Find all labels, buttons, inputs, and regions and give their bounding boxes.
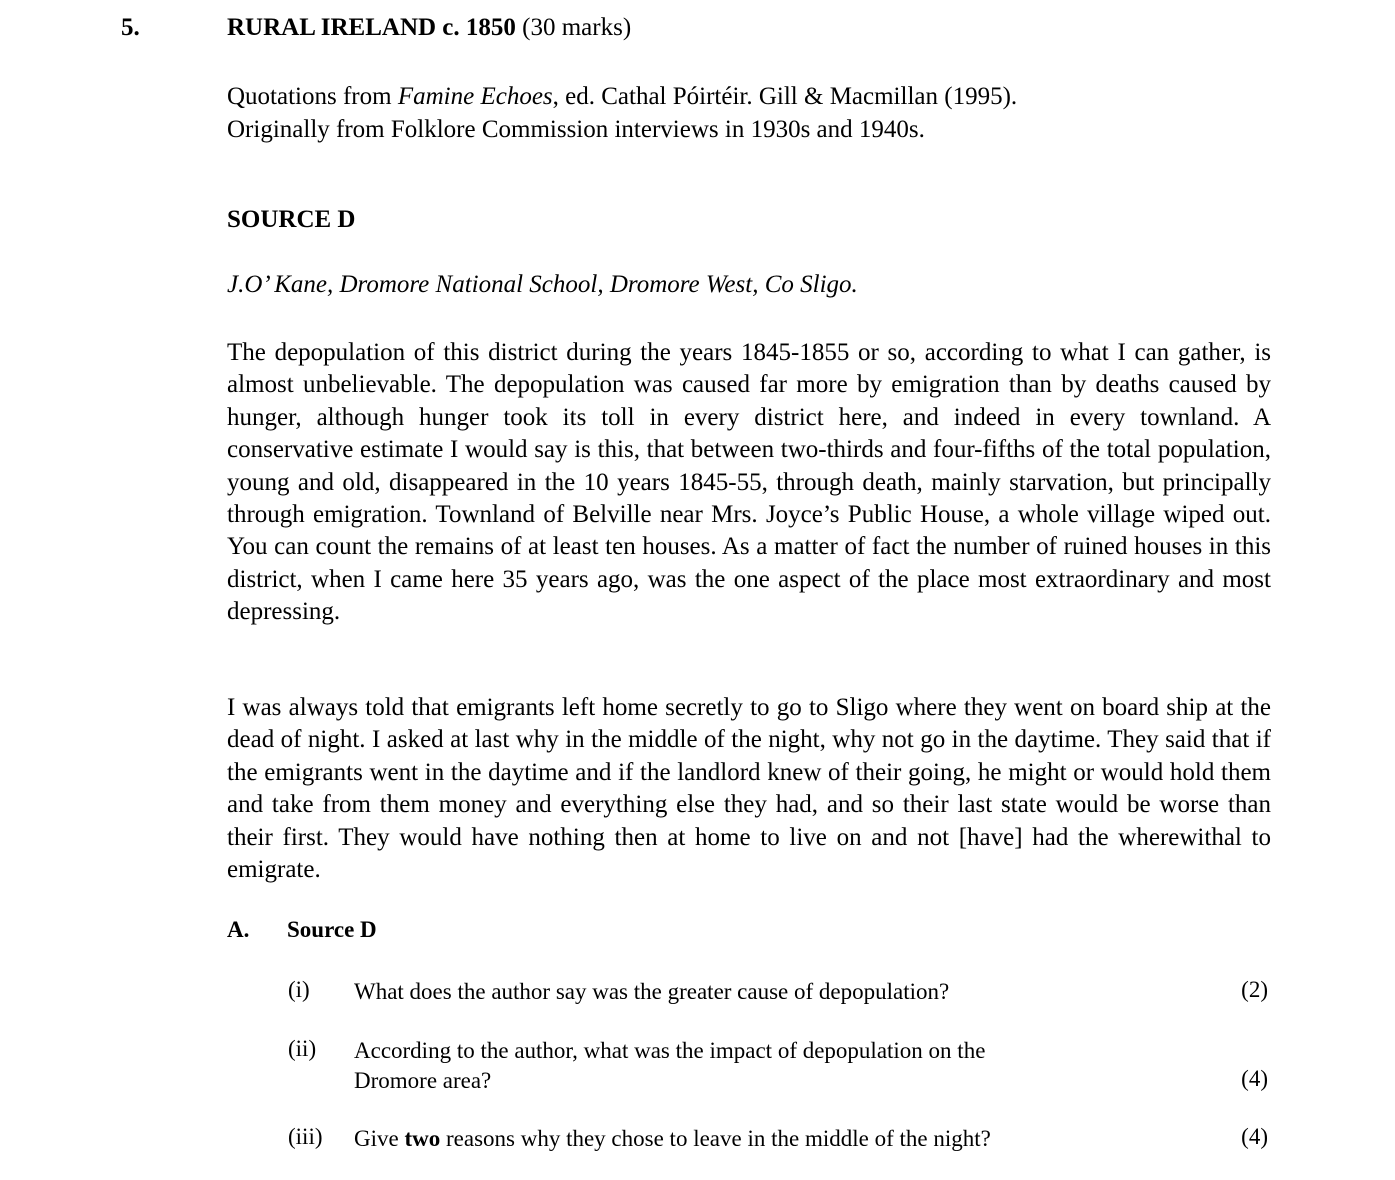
citation-book-title: Famine Echoes (397, 83, 553, 110)
question-ii-text (354, 1036, 1154, 1096)
source-citation (227, 80, 1017, 146)
question-total-marks: (30 marks) (522, 14, 632, 41)
question-iii-emphasis: two (404, 1126, 441, 1151)
section-letter: A. (227, 917, 250, 942)
source-paragraph-2: I was always told that emigrants left home secretly to go to Sligo where they went on board ship at the dead of night. I asked at last why in the middle of the night, why not go in the daytime. They said that if the emigrants went in the daytime and if the landlord knew of their going, he might or would hold them and take from them money and everything else they had, and so their last state would be worse than their first. They would have nothing then at home to live on and not [have] had the wherewithal to emigrate. (227, 694, 1271, 884)
citation-prefix: Quotations from (227, 83, 398, 110)
citation-suffix: , ed. Cathal Póirtéir. Gill & Macmillan (1995). (552, 83, 1018, 110)
source-paragraph-1: The depopulation of this district during the years 1845-1855 or so, according to what I can gather, is almost unbelievable. The depopulation was caused far more by emigration than by deaths caused by hunger, although hunger took its toll in every district here, and indeed in every townland. A conservative estimate I would say is this, that between two-thirds and four-fifths of the total population, young and old, disappeared in the 10 years 1845-55, through death, mainly starvation, but principally through emigration. Townland of Belville near Mrs. Joyce’s Public House, a whole village wiped out. You can count the remains of at least ten houses. As a matter of fact the number of ruined houses in this district, when I came here 35 years ago, was the one aspect of the place most extraordinary and most depressing. (227, 339, 1271, 626)
question-i-label: (i) (288, 977, 310, 1002)
source-attribution: J.O’ Kane, Dromore National School, Dromore West, Co Sligo. (227, 271, 858, 298)
question-title (227, 14, 631, 42)
question-ii-line-1: According to the author, what was the impact of depopulation on the (354, 1038, 986, 1063)
question-ii-label: (ii) (288, 1036, 317, 1061)
question-ii-line-2: Dromore area? (354, 1068, 492, 1093)
question-ii-marks: (4) (1241, 1066, 1268, 1091)
question-iii-text (354, 1124, 1154, 1154)
question-iii-text-before: Give (354, 1126, 405, 1151)
question-i-text: What does the author say was the greater cause of depopulation? (354, 979, 950, 1004)
citation-line-1 (227, 80, 1017, 113)
section-title: Source D (287, 917, 377, 942)
question-number: 5. (121, 14, 140, 41)
question-title-bold: RURAL IRELAND c. 1850 (227, 14, 516, 41)
question-iii-text-after: reasons why they chose to leave in the middle of the night? (440, 1126, 991, 1151)
citation-line-2: Originally from Folklore Commission interviews in 1930s and 1940s. (227, 116, 925, 143)
question-iii-marks: (4) (1241, 1124, 1268, 1149)
question-iii-label: (iii) (288, 1124, 323, 1149)
question-i-marks: (2) (1241, 977, 1268, 1002)
source-heading: SOURCE D (227, 206, 356, 233)
